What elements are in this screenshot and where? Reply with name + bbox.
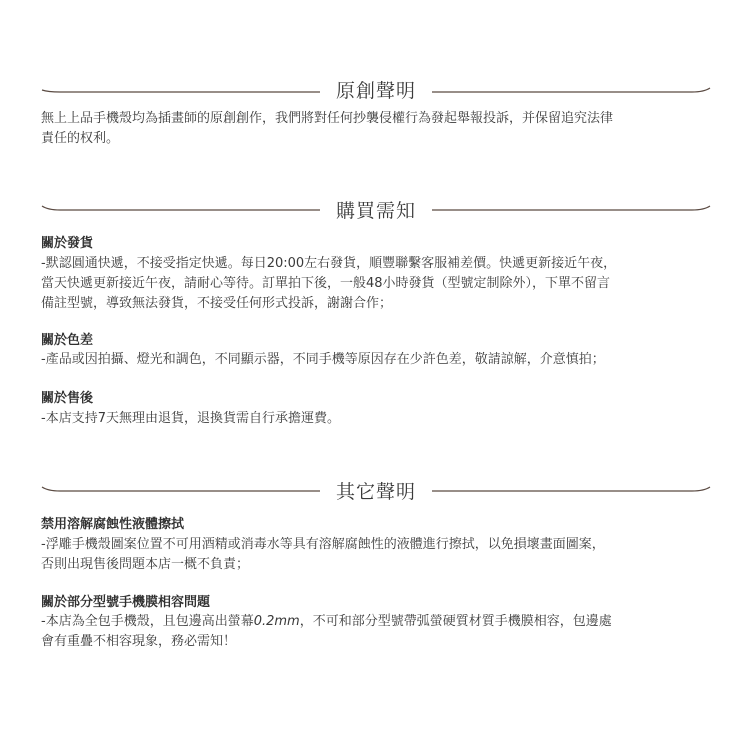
text-segment: ，不可和部分型號帶弧螢硬質材質手機膜相容，包邊處 xyxy=(299,614,612,629)
text-line xyxy=(41,612,713,632)
text-line: -默認圓通快遞，不接受指定快遞。每日20:00左右發貨，順豐聯繫客服補差價。快遞更新接近午夜， xyxy=(41,256,617,271)
section-title-original: 原創聲明 xyxy=(335,80,416,102)
section-title-purchase: 購買需知 xyxy=(335,200,416,222)
text-line: 無上上品手機殼均為插畫師的原創創作，我們將對任何抄襲侵權行為發起舉報投訴，并保留追究法律 xyxy=(41,111,614,126)
text-line: -浮雕手機殼圖案位置不可用酒精或消毒水等具有溶解腐蝕性的液體進行擦拭，以免損壞畫面圖案， xyxy=(41,537,605,552)
shipping-text xyxy=(41,254,713,314)
heading-aftersale: 關於售後 xyxy=(41,391,94,406)
text-line: -產品或因拍攝、燈光和調色，不同顯示器，不同手機等原因存在少許色差，敬請諒解，介意慎拍； xyxy=(41,352,605,367)
heading-solvent-warning: 禁用溶解腐蝕性液體擦拭 xyxy=(41,517,185,532)
measurement-value: 0.2mm xyxy=(253,614,300,629)
film-compatibility-text xyxy=(41,612,713,652)
text-line: -本店支持7天無理由退貨，退換貨需自行承擔運費。 xyxy=(41,411,340,426)
color-difference-text xyxy=(41,350,713,370)
heading-shipping: 關於發貨 xyxy=(41,236,94,251)
section-header-original xyxy=(40,76,712,106)
heading-color-difference: 關於色差 xyxy=(41,333,94,348)
text-line: 當天快遞更新接近午夜，請耐心等待。訂單拍下後，一般48小時發貨（型號定制除外），下單不留言 xyxy=(41,276,611,291)
heading-film-compatibility: 關於部分型號手機膜相容問題 xyxy=(41,595,211,610)
section-title-other: 其它聲明 xyxy=(335,481,416,503)
original-statement-text xyxy=(41,109,713,149)
aftersale-text xyxy=(41,409,713,429)
text-line: 備註型號，導致無法發貨，不接受任何形式投訴，謝謝合作； xyxy=(41,296,393,311)
text-line: 會有重疊不相容現象，務必需知！ xyxy=(41,634,237,649)
text-line: 否則出現售後問題本店一概不負責； xyxy=(41,557,250,572)
text-line: 責任的权利。 xyxy=(41,131,120,146)
section-header-other xyxy=(40,477,712,507)
section-header-purchase xyxy=(40,196,712,226)
solvent-warning-text xyxy=(41,535,713,575)
text-segment: -本店為全包手機殼，且包邊高出螢幕 xyxy=(41,614,254,629)
